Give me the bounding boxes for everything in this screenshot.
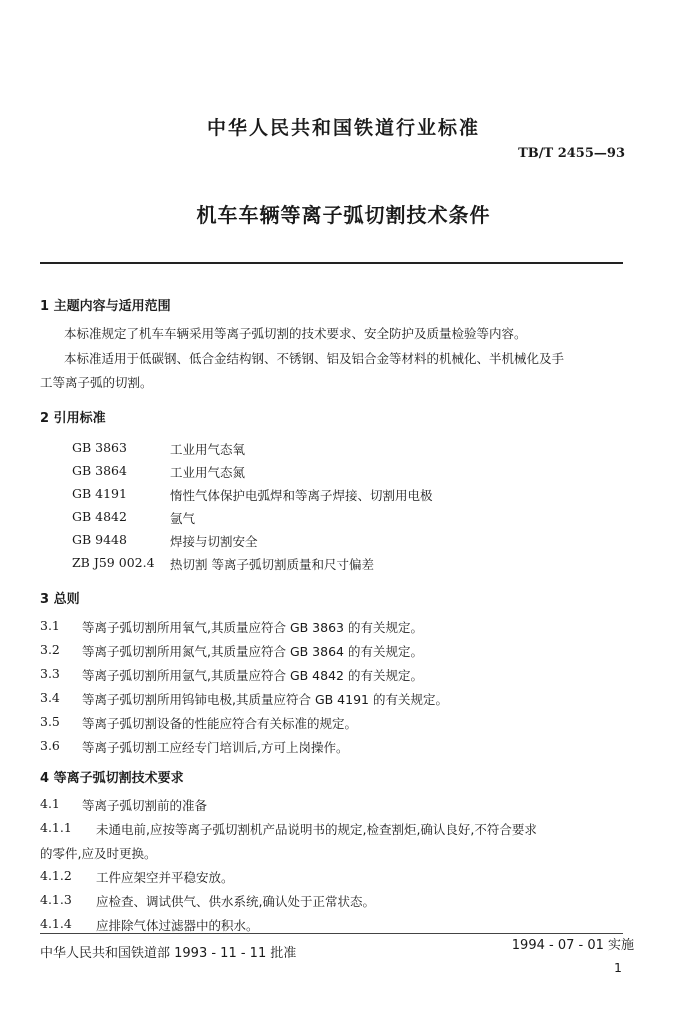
ref-code: GB 4842 — [72, 509, 127, 524]
section-2-heading: 2 引用标准 — [40, 411, 106, 426]
section-1-paragraph-1: 本标准规定了机车车辆采用等离子弧切割的技术要求、安全防护及质量检验等内容。 — [64, 326, 527, 341]
ref-code: GB 4191 — [72, 486, 127, 501]
clause-text: 等离子弧切割所用氩气,其质量应符合 GB 4842 的有关规定。 — [82, 668, 423, 683]
clause-text-cont: 的零件,应及时更换。 — [40, 846, 157, 861]
ref-title: 氩气 — [170, 511, 196, 526]
clause-number: 3.3 — [40, 666, 60, 681]
ref-title: 工业用气态氮 — [170, 465, 246, 480]
clause-number: 3.1 — [40, 618, 60, 633]
clause-number: 4.1.4 — [40, 916, 72, 931]
ref-title: 工业用气态氧 — [170, 442, 246, 457]
ref-title: 惰性气体保护电弧焊和等离子焊接、切割用电极 — [170, 488, 433, 503]
page-number: 1 — [614, 960, 622, 975]
ref-code: GB 9448 — [72, 532, 127, 547]
approval-line: 中华人民共和国铁道部 1993 - 11 - 11 批准 — [40, 946, 297, 961]
clause-number: 4.1.1 — [40, 820, 72, 835]
clause-number: 3.2 — [40, 642, 60, 657]
clause-number: 3.4 — [40, 690, 60, 705]
effective-date: 1994 - 07 - 01 实施 — [511, 938, 634, 953]
section-3-heading: 3 总则 — [40, 592, 80, 607]
ref-title: 焊接与切割安全 — [170, 534, 258, 549]
section-1-heading: 1 主题内容与适用范围 — [40, 299, 171, 314]
clause-text: 等离子弧切割工应经专门培训后,方可上岗操作。 — [82, 740, 349, 755]
clause-number: 3.6 — [40, 738, 60, 753]
section-1-paragraph-2: 本标准适用于低碳钢、低合金结构钢、不锈钢、铝及铝合金等材料的机械化、半机械化及手 — [64, 351, 565, 366]
clause-text: 应排除气体过滤器中的积水。 — [96, 918, 259, 933]
ref-title: 热切割 等离子弧切割质量和尺寸偏差 — [170, 557, 374, 572]
clause-number: 4.1 — [40, 796, 60, 811]
clause-text: 等离子弧切割所用氧气,其质量应符合 GB 3863 的有关规定。 — [82, 620, 423, 635]
clause-text: 等离子弧切割设备的性能应符合有关标准的规定。 — [82, 716, 358, 731]
ref-code: ZB J59 002.4 — [72, 555, 155, 570]
ref-code: GB 3863 — [72, 440, 127, 455]
clause-text: 等离子弧切割前的准备 — [82, 798, 208, 813]
clause-number: 4.1.3 — [40, 892, 72, 907]
section-1-paragraph-2-cont: 工等离子弧的切割。 — [40, 375, 153, 390]
top-divider — [40, 262, 623, 264]
ref-code: GB 3864 — [72, 463, 127, 478]
clause-text: 等离子弧切割所用氮气,其质量应符合 GB 3864 的有关规定。 — [82, 644, 423, 659]
clause-text: 未通电前,应按等离子弧切割机产品说明书的规定,检查割炬,确认良好,不符合要求 — [96, 822, 537, 837]
standard-title: 中华人民共和国铁道行业标准 — [206, 117, 480, 139]
document-title: 机车车辆等离子弧切割技术条件 — [196, 203, 491, 227]
clause-text: 应检查、调试供气、供水系统,确认处于正常状态。 — [96, 894, 375, 909]
clause-text: 等离子弧切割所用钨铈电极,其质量应符合 GB 4191 的有关规定。 — [82, 692, 448, 707]
clause-number: 3.5 — [40, 714, 60, 729]
clause-text: 工件应架空并平稳安放。 — [96, 870, 234, 885]
clause-number: 4.1.2 — [40, 868, 72, 883]
section-4-heading: 4 等离子弧切割技术要求 — [40, 771, 184, 786]
standard-code: TB/T 2455—93 — [518, 146, 625, 161]
